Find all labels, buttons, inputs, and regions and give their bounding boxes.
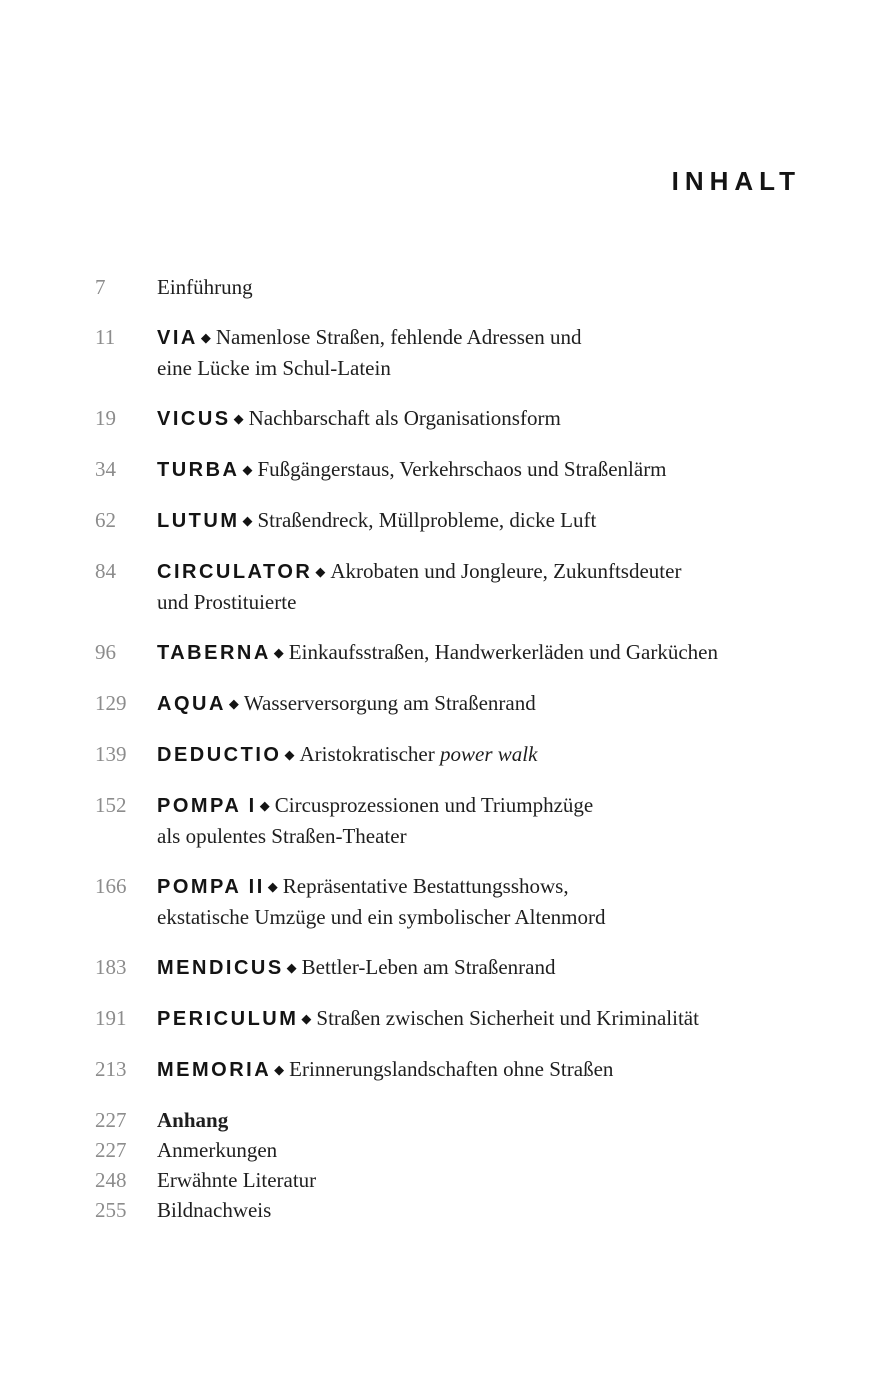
entry-keyword: TURBA xyxy=(157,459,240,481)
entry-keyword: LUTUM xyxy=(157,510,240,532)
entry-keyword: AQUA xyxy=(157,693,226,715)
diamond-icon: ◆ xyxy=(200,330,211,345)
toc-entry-mendicus xyxy=(95,952,839,983)
entry-page-number: 227 xyxy=(95,1108,127,1132)
toc-entry-taberna xyxy=(95,637,839,668)
toc-entry-turba xyxy=(95,454,839,485)
entry-keyword: MEMORIA xyxy=(157,1059,272,1081)
entry-subtitle: Circusprozessionen und Triumphzüge xyxy=(274,793,594,817)
entry-text xyxy=(157,739,839,770)
entry-page-number: 183 xyxy=(95,955,127,979)
entry-text xyxy=(157,1135,839,1165)
entry-page-number: 166 xyxy=(95,874,127,898)
entry-page-number: 255 xyxy=(95,1198,127,1222)
toc-entry-einfuehrung xyxy=(95,272,839,302)
entry-keyword: VIA xyxy=(157,327,198,349)
diamond-icon: ◆ xyxy=(315,564,326,579)
toc-entry-bildnachweis xyxy=(95,1195,839,1225)
entry-subtitle: Aristokratischer xyxy=(299,742,440,766)
entry-keyword: POMPA I xyxy=(157,795,257,817)
entry-text xyxy=(157,454,839,485)
entry-page-number: 19 xyxy=(95,406,116,430)
diamond-icon: ◆ xyxy=(233,411,244,426)
entry-subtitle: Straßendreck, Müllprobleme, dicke Luft xyxy=(257,508,597,532)
diamond-icon: ◆ xyxy=(273,645,284,660)
entry-text xyxy=(157,505,839,536)
entry-text xyxy=(157,1105,839,1135)
entry-page-number: 213 xyxy=(95,1057,127,1081)
entry-page-number: 96 xyxy=(95,640,116,664)
entry-subtitle-line2: ekstatische Umzüge und ein symbolischer Altenmord xyxy=(157,905,606,929)
entry-subtitle-line2: eine Lücke im Schul-Latein xyxy=(157,356,391,380)
entry-text xyxy=(157,952,839,983)
entry-subtitle: Fußgängerstaus, Verkehrschaos und Straßenlärm xyxy=(257,457,667,481)
entry-subtitle: Repräsentative Bestattungsshows, xyxy=(282,874,569,898)
entry-text xyxy=(157,637,839,668)
diamond-icon: ◆ xyxy=(242,462,253,477)
entry-keyword: MENDICUS xyxy=(157,957,284,979)
entry-text xyxy=(157,403,839,434)
entry-subtitle-line2: als opulentes Straßen-Theater xyxy=(157,824,407,848)
entry-keyword: POMPA II xyxy=(157,876,265,898)
entry-subtitle: Wasserversorgung am Straßenrand xyxy=(243,691,536,715)
entry-title: Anmerkungen xyxy=(157,1138,278,1162)
entry-page-number: 248 xyxy=(95,1168,127,1192)
entry-text xyxy=(157,1003,839,1034)
diamond-icon: ◆ xyxy=(267,879,278,894)
toc-entry-periculum xyxy=(95,1003,839,1034)
entry-keyword: CIRCULATOR xyxy=(157,561,313,583)
toc-entry-vicus xyxy=(95,403,839,434)
entry-text xyxy=(157,790,839,851)
entry-text xyxy=(157,322,839,383)
entry-text xyxy=(157,1165,839,1195)
diamond-icon: ◆ xyxy=(274,1062,285,1077)
entry-text xyxy=(157,272,839,302)
toc-entry-anmerkungen xyxy=(95,1135,839,1165)
diamond-icon: ◆ xyxy=(284,747,295,762)
entry-text xyxy=(157,1195,839,1225)
entry-keyword: DEDUCTIO xyxy=(157,744,282,766)
entry-keyword: PERICULUM xyxy=(157,1008,299,1030)
entry-subtitle: Einkaufsstraßen, Handwerkerläden und Garküchen xyxy=(288,640,718,664)
toc-entry-via xyxy=(95,322,839,383)
entry-title: Anhang xyxy=(157,1108,229,1132)
entry-page-number: 34 xyxy=(95,457,116,481)
entry-text xyxy=(157,871,839,932)
entry-text xyxy=(157,1054,839,1085)
entry-text xyxy=(157,556,839,617)
entry-page-number: 152 xyxy=(95,793,127,817)
entry-page-number: 227 xyxy=(95,1138,127,1162)
entry-subtitle: Namenlose Straßen, fehlende Adressen und xyxy=(215,325,582,349)
entry-keyword: TABERNA xyxy=(157,642,271,664)
toc-entry-pompa-1 xyxy=(95,790,839,851)
entry-text xyxy=(157,688,839,719)
toc-entry-lutum xyxy=(95,505,839,536)
entry-subtitle: Erinnerungslandschaften ohne Straßen xyxy=(289,1057,614,1081)
diamond-icon: ◆ xyxy=(259,798,270,813)
entry-title: Bildnachweis xyxy=(157,1198,272,1222)
diamond-icon: ◆ xyxy=(301,1011,312,1026)
toc-entry-literatur xyxy=(95,1165,839,1195)
entry-subtitle: Nachbarschaft als Organisationsform xyxy=(248,406,561,430)
entry-page-number: 191 xyxy=(95,1006,127,1030)
toc-entry-circulator xyxy=(95,556,839,617)
toc-entry-pompa-2 xyxy=(95,871,839,932)
toc-entry-aqua xyxy=(95,688,839,719)
toc-list xyxy=(95,272,839,1225)
entry-subtitle: Straßen zwischen Sicherheit und Kriminalität xyxy=(316,1006,699,1030)
entry-page-number: 62 xyxy=(95,508,116,532)
entry-subtitle: Akrobaten und Jongleure, Zukunftsdeuter xyxy=(330,559,682,583)
diamond-icon: ◆ xyxy=(286,960,297,975)
entry-title: Erwähnte Literatur xyxy=(157,1168,317,1192)
toc-entry-memoria xyxy=(95,1054,839,1085)
entry-page-number: 84 xyxy=(95,559,116,583)
entry-title: Einführung xyxy=(157,275,253,299)
entry-subtitle-line2: und Prostituierte xyxy=(157,590,297,614)
entry-subtitle: Bettler-Leben am Straßenrand xyxy=(301,955,556,979)
toc-entry-anhang xyxy=(95,1105,839,1135)
entry-page-number: 139 xyxy=(95,742,127,766)
entry-keyword: VICUS xyxy=(157,408,231,430)
diamond-icon: ◆ xyxy=(228,696,239,711)
page-title: INHALT xyxy=(671,166,801,196)
entry-page-number: 7 xyxy=(95,275,106,299)
entry-page-number: 129 xyxy=(95,691,127,715)
diamond-icon: ◆ xyxy=(242,513,253,528)
entry-subtitle-italic: power walk xyxy=(440,742,538,766)
entry-page-number: 11 xyxy=(95,325,116,349)
toc-entry-deductio xyxy=(95,739,839,770)
